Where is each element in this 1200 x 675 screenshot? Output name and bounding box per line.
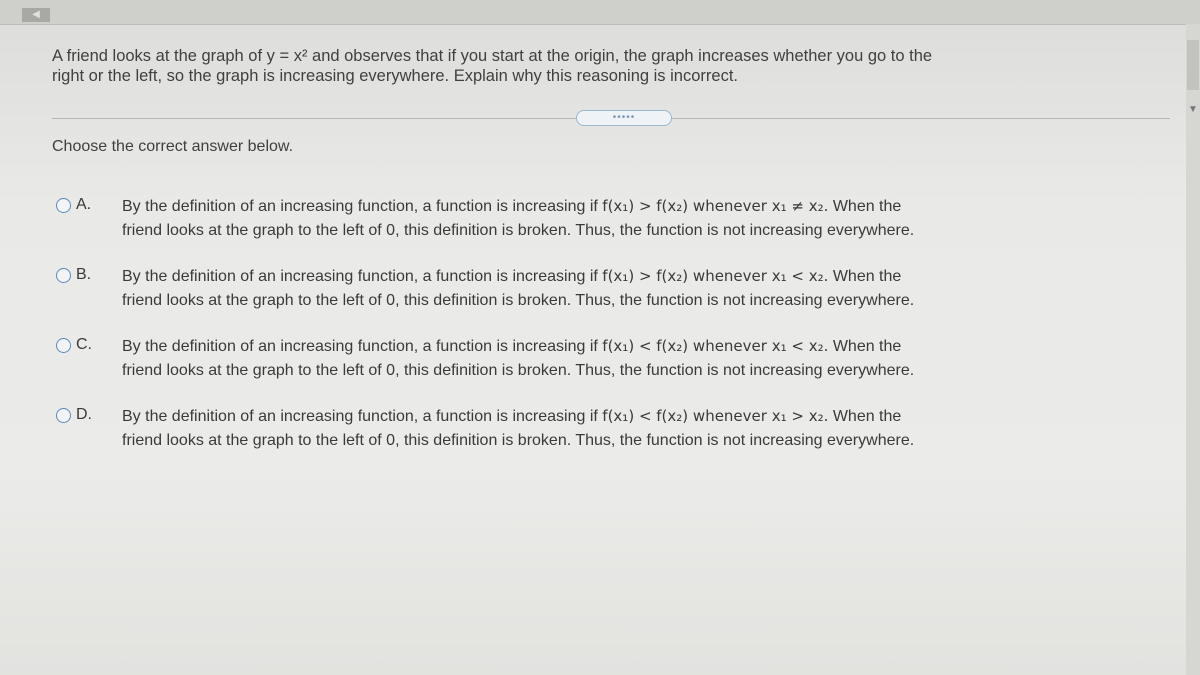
question-line-1: A friend looks at the graph of y = x² and observes that if you start at the origin, the graph increases whether you go to the [52,47,933,65]
option-text [122,334,1162,383]
scrollbar-thumb[interactable] [1187,40,1199,90]
option-text-start: By the definition of an increasing function, a function is increasing if [122,268,598,285]
option-condition: f(x₁) < f(x₂) whenever x₁ > x₂. [602,407,829,425]
instruction-text: Choose the correct answer below. [52,138,294,155]
option-text [122,404,1162,453]
radio-button[interactable] [56,268,71,283]
scroll-down-icon[interactable]: ▼ [1188,104,1198,115]
option-letter: A. [76,196,92,213]
option-text-start: By the definition of an increasing function, a function is increasing if [122,408,598,425]
option-text-end: When the [832,198,902,215]
question-line-2: right or the left, so the graph is increasing everywhere. Explain why this reasoning is incorrect. [52,67,738,85]
option-letter: D. [76,406,92,423]
option-letter: C. [76,336,92,353]
option-text-end: When the [832,338,902,355]
radio-button[interactable] [56,198,71,213]
option-condition: f(x₁) > f(x₂) whenever x₁ < x₂. [602,267,829,285]
radio-button[interactable] [56,338,71,353]
radio-button[interactable] [56,408,71,423]
option-text-line-2: friend looks at the graph to the left of 0, this definition is broken. Thus, the function is not increasing everywhere. [122,292,915,309]
option-text [122,264,1162,313]
option-text [122,194,1162,243]
option-letter: B. [76,266,92,283]
option-text-end: When the [832,268,902,285]
option-text-line-2: friend looks at the graph to the left of 0, this definition is broken. Thus, the function is not increasing everywhere. [122,362,915,379]
option-text-line-2: friend looks at the graph to the left of 0, this definition is broken. Thus, the function is not increasing everywhere. [122,222,915,239]
scrollbar[interactable] [1186,24,1200,675]
option-text-end: When the [832,408,902,425]
back-arrow-icon[interactable]: ◀ [22,8,50,22]
option-condition: f(x₁) < f(x₂) whenever x₁ < x₂. [602,337,829,355]
option-text-start: By the definition of an increasing function, a function is increasing if [122,338,598,355]
question-text [52,46,1172,86]
expand-more-button[interactable]: ••••• [576,110,672,126]
option-text-start: By the definition of an increasing function, a function is increasing if [122,198,598,215]
top-bar [0,0,1200,25]
option-condition: f(x₁) > f(x₂) whenever x₁ ≠ x₂. [602,197,829,215]
option-text-line-2: friend looks at the graph to the left of 0, this definition is broken. Thus, the function is not increasing everywhere. [122,432,915,449]
